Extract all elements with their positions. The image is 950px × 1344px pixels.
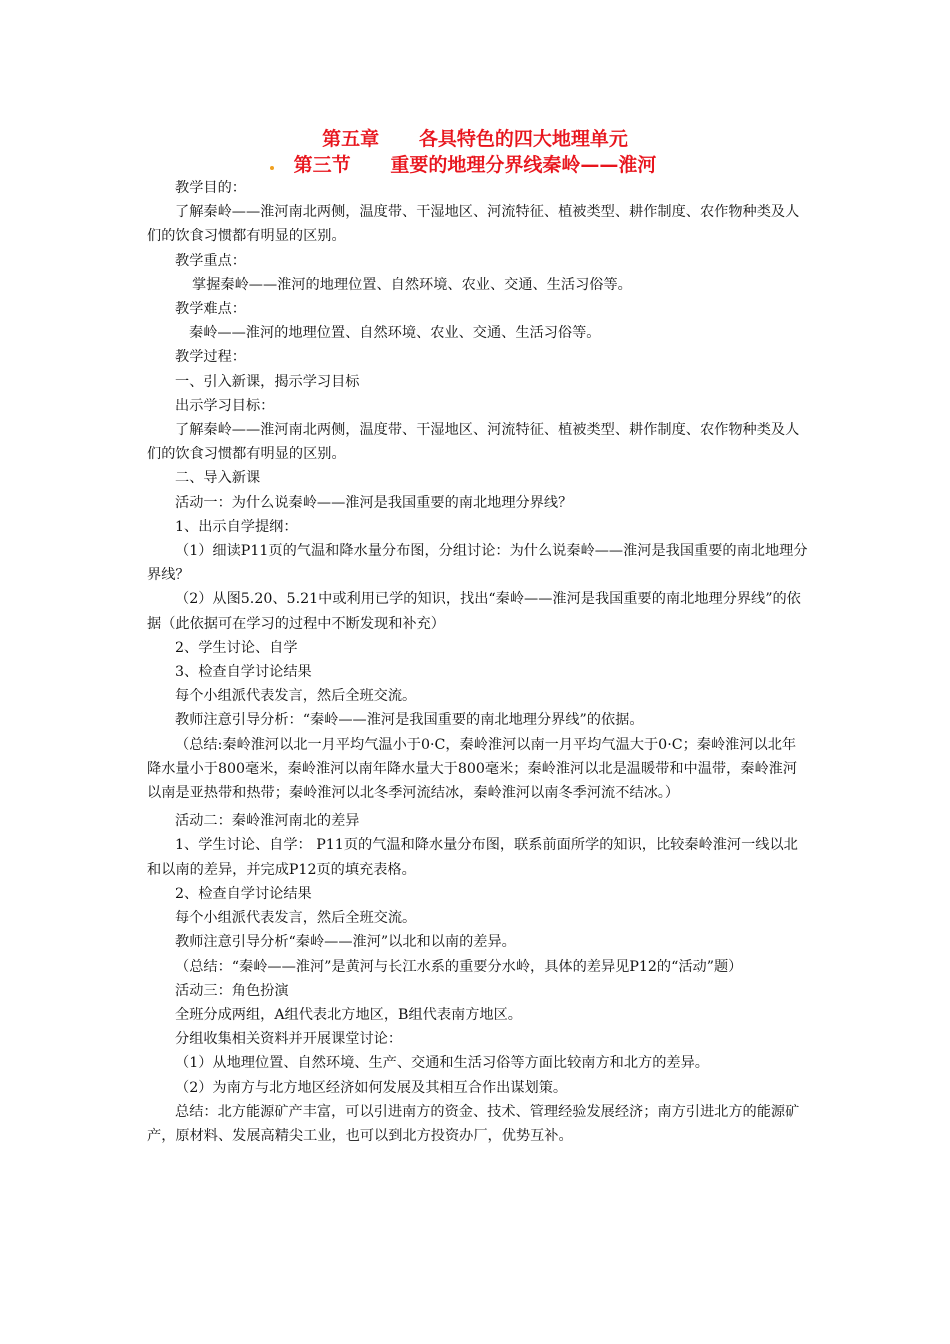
step-introduce: 一、引入新课，揭示学习目标 [175, 373, 360, 390]
list-item: 教师注意引导分析“秦岭——淮河”以北和以南的差异。 [175, 934, 516, 951]
list-item: 教师注意引导分析：“秦岭——淮河是我国重要的南北地理分界线”的依据。 [175, 712, 644, 729]
list-item: 分组收集相关资料并开展课堂讨论： [175, 1031, 403, 1048]
show-goals-label: 出示学习目标： [175, 397, 275, 414]
list-item: 2、检查自学讨论结果 [175, 885, 312, 902]
summary-three: 总结：北方能源矿产丰富，可以引进南方的资金、技术、管理经验发展经济；南方引进北方的能源矿产，原材料、发展高精尖工业，也可以到北方投资办厂，优势互补。 [147, 1103, 800, 1144]
activity-one-title: 活动一：为什么说秦岭——淮河是我国重要的南北地理分界线？ [175, 494, 573, 511]
list-item: 每个小组派代表发言，然后全班交流。 [175, 688, 417, 705]
activity-three-title: 活动三：角色扮演 [175, 982, 289, 999]
paragraph-goals: 了解秦岭——淮河南北两侧，温度带、干湿地区、河流特征、植被类型、耕作制度、农作物种类及人们的饮食习惯都有明显的区别。 [147, 422, 800, 463]
list-item: （2）为南方与北方地区经济如何发展及其相互合作出谋划策。 [175, 1079, 568, 1096]
paragraph-difficulties: 秦岭——淮河的地理位置、自然环境、农业、交通、生活习俗等。 [189, 325, 601, 342]
list-item: （1）细读P11页的气温和降水量分布图，分组讨论：为什么说秦岭——淮河是我国重要的南北地理分界线？ [147, 543, 808, 584]
paragraph-key-points: 掌握秦岭——淮河的地理位置、自然环境、农业、交通、生活习俗等。 [192, 276, 632, 293]
step-new-lesson: 二、导入新课 [175, 470, 261, 487]
heading-process: 教学过程： [175, 349, 246, 366]
summary-two: （总结：“秦岭——淮河”是黄河与长江水系的重要分水岭，具体的差异见P12的“活动”题） [175, 958, 743, 975]
list-item: 1、出示自学提纲： [175, 518, 298, 535]
list-item: 每个小组派代表发言，然后全班交流。 [175, 910, 417, 927]
list-item: （1）从地理位置、自然环境、生产、交通和生活习俗等方面比较南方和北方的差异。 [175, 1055, 709, 1072]
heading-key-points: 教学重点： [175, 252, 246, 269]
list-item: 全班分成两组，A组代表北方地区，B组代表南方地区。 [175, 1006, 522, 1023]
list-item: 2、学生讨论、自学 [175, 639, 298, 656]
heading-objectives: 教学目的： [175, 180, 246, 196]
lesson-body [147, 176, 809, 1148]
list-item: 3、检查自学讨论结果 [175, 664, 312, 681]
heading-difficulties: 教学难点： [175, 301, 246, 318]
list-item: 1、学生讨论、自学： P11页的气温和降水量分布图，联系前面所学的知识，比较秦岭淮河一线以北和以南的差异，并完成P12页的填充表格。 [147, 837, 798, 878]
paragraph-objectives: 了解秦岭——淮河南北两侧，温度带、干湿地区、河流特征、植被类型、耕作制度、农作物种类及人们的饮食习惯都有明显的区别。 [147, 204, 800, 245]
activity-two-title: 活动二：秦岭淮河南北的差异 [175, 813, 360, 830]
list-item: （2）从图5.20、5.21中或利用已学的知识，找出“秦岭——淮河是我国重要的南北地理分界线”的依据（此依据可在学习的过程中不断发现和补充） [147, 591, 801, 632]
chapter-title: 第五章 各具特色的四大地理单元 [322, 128, 628, 150]
marker-dot [270, 166, 274, 170]
section-title: 第三节 重要的地理分界线秦岭——淮河 [293, 154, 657, 176]
summary-one: （总结:秦岭淮河以北一月平均气温小于0·C，秦岭淮河以南一月平均气温大于0·C；秦岭淮河以北年降水量小于800毫米，秦岭淮河以南年降水量大于800毫米；秦岭淮河以北是温暖带和中温带，秦岭淮河以南是亚热带和热带；秦岭淮河以北冬季河流结冰，秦岭淮河以南冬季河流不结冰。） [147, 736, 798, 802]
